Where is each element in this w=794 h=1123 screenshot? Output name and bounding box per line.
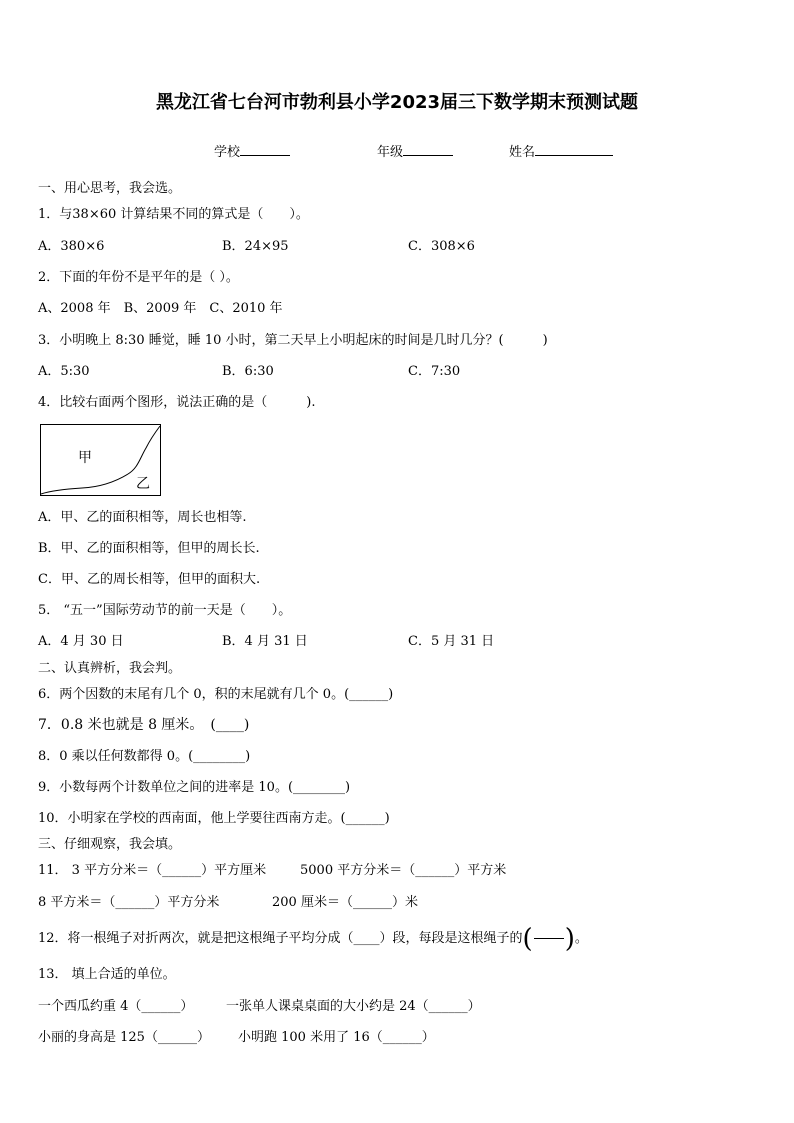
q1-option-c[interactable]: C．308×6 bbox=[408, 239, 475, 254]
q1-option-a[interactable]: A．380×6 bbox=[38, 239, 105, 254]
name-field bbox=[509, 141, 613, 160]
name-blank[interactable] bbox=[535, 142, 613, 156]
question-5-stem: 5． “五一”国际劳动节的前一天是（ ）。 bbox=[38, 603, 292, 618]
grade-blank[interactable] bbox=[403, 142, 453, 156]
question-8: 8．0 乘以任何数都得 0。(________) bbox=[38, 749, 251, 764]
q3-option-c[interactable]: C．7:30 bbox=[408, 364, 461, 379]
section-1-heading: 一、用心思考，我会选。 bbox=[38, 181, 182, 196]
q13-item-a: 一个西瓜约重 4（______） bbox=[38, 999, 194, 1014]
section-2-heading: 二、认真辨析，我会判。 bbox=[38, 661, 182, 676]
name-label: 姓名 bbox=[509, 145, 536, 160]
q12-end: 。 bbox=[574, 931, 588, 946]
q2-options[interactable]: A、2008 年 B、2009 年 C、2010 年 bbox=[38, 301, 283, 316]
q13-item-c: 小丽的身高是 125（______） bbox=[38, 1030, 210, 1045]
q12-stem: 12．将一根绳子对折两次，就是把这根绳子平均分成（____）段，每段是这根绳子的 bbox=[38, 931, 523, 946]
q11-part-1: 11． 3 平方分米＝（______）平方厘米 bbox=[38, 863, 267, 878]
q11-part-3: 8 平方米＝（______）平方分米 bbox=[38, 895, 220, 910]
school-label: 学校 bbox=[214, 145, 241, 160]
question-7: 7．0.8 米也就是 8 厘米。 (____) bbox=[38, 717, 250, 733]
question-1-stem: 1．与38×60 计算结果不同的算式是（ ）。 bbox=[38, 207, 309, 222]
section-3-heading: 三、仔细观察，我会填。 bbox=[38, 837, 182, 852]
school-blank[interactable] bbox=[240, 142, 290, 156]
q4-figure-diagram bbox=[40, 424, 161, 496]
q11-part-2: 5000 平方分米＝（______）平方米 bbox=[300, 863, 507, 878]
page-title: 黑龙江省七台河市勃利县小学2023届三下数学期末预测试题 bbox=[155, 92, 639, 113]
q3-option-b[interactable]: B．6:30 bbox=[222, 364, 274, 379]
question-6: 6．两个因数的末尾有几个 0，积的末尾就有几个 0。(______) bbox=[38, 687, 394, 702]
q4-option-b[interactable]: B．甲、乙的面积相等，但甲的周长长. bbox=[38, 541, 260, 556]
question-2-stem: 2．下面的年份不是平年的是（ ）。 bbox=[38, 270, 239, 285]
q3-option-a[interactable]: A．5:30 bbox=[38, 364, 90, 379]
figure-label-yi: 乙 bbox=[136, 476, 150, 492]
q12-fraction-blank[interactable]: ( ) bbox=[522, 923, 575, 954]
q4-option-a[interactable]: A．甲、乙的面积相等，周长也相等. bbox=[38, 510, 247, 525]
q1-option-b[interactable]: B．24×95 bbox=[222, 239, 289, 254]
q5-option-c[interactable]: C．5 月 31 日 bbox=[408, 634, 495, 649]
q4-option-c[interactable]: C．甲、乙的周长相等，但甲的面积大. bbox=[38, 572, 261, 587]
q13-item-d: 小明跑 100 米用了 16（______） bbox=[238, 1030, 435, 1045]
question-9: 9．小数每两个计数单位之间的进率是 10。(________) bbox=[38, 780, 351, 795]
q13-item-b: 一张单人课桌桌面的大小约是 24（______） bbox=[226, 999, 481, 1014]
q11-part-4: 200 厘米＝（______）米 bbox=[272, 895, 418, 910]
question-4-stem: 4．比较右面两个图形，说法正确的是（ ). bbox=[38, 395, 316, 410]
question-10: 10．小明家在学校的西南面，他上学要往西南方走。(______) bbox=[38, 811, 390, 826]
question-13-stem: 13． 填上合适的单位。 bbox=[38, 967, 176, 982]
figure-label-jia: 甲 bbox=[78, 450, 92, 466]
grade-field bbox=[377, 141, 453, 160]
grade-label: 年级 bbox=[377, 145, 404, 160]
question-3-stem: 3．小明晚上 8:30 睡觉，睡 10 小时，第二天早上小明起床的时间是几时几分？( ) bbox=[38, 333, 548, 348]
question-12 bbox=[38, 922, 588, 956]
school-field bbox=[214, 141, 290, 160]
q5-option-a[interactable]: A．4 月 30 日 bbox=[38, 634, 124, 649]
q5-option-b[interactable]: B．4 月 31 日 bbox=[222, 634, 308, 649]
